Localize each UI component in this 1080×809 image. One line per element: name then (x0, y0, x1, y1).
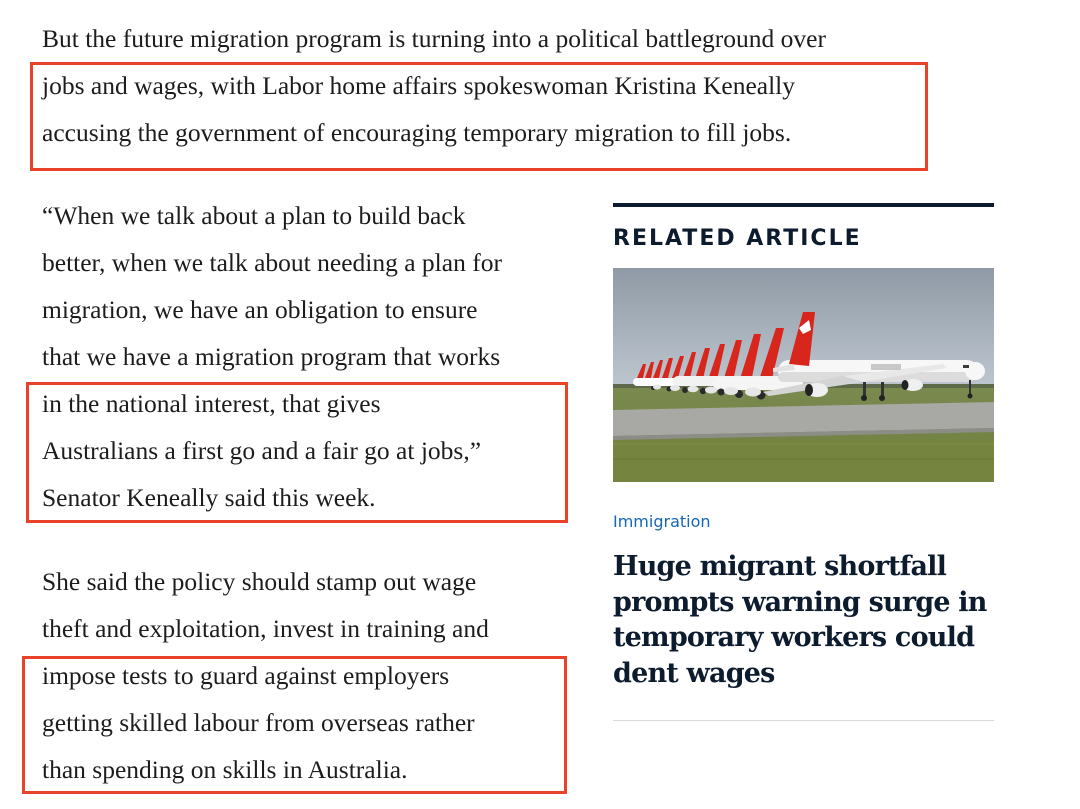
text-line: jobs and wages, with Labor home affairs spokeswoman Kristina Keneally (42, 71, 796, 100)
headline-line: Huge migrant shortfall (613, 551, 947, 582)
related-article-card (613, 203, 994, 721)
text-line: in the national interest, that gives (42, 389, 381, 418)
divider (613, 203, 994, 207)
text-line: Australians a first go and a fair go at jobs,” (42, 436, 482, 465)
text-line: Senator Keneally said this week. (42, 483, 376, 512)
text-line: than spending on skills in Australia. (42, 755, 408, 784)
text-line: She said the policy should stamp out wage (42, 567, 477, 596)
category-link[interactable]: Immigration (613, 512, 711, 531)
related-article-headline-link[interactable] (613, 549, 994, 691)
text-line: migration, we have an obligation to ensure (42, 295, 478, 324)
paragraph-3 (42, 558, 489, 793)
text-line: that we have a migration program that works (42, 342, 501, 371)
related-article-heading: RELATED ARTICLE (613, 226, 862, 251)
paragraph-1 (42, 15, 826, 156)
text-line: “When we talk about a plan to build back (42, 201, 466, 230)
text-line: impose tests to guard against employers (42, 661, 450, 690)
parked-planes-photo[interactable] (613, 268, 994, 482)
headline-line: temporary workers could (613, 622, 975, 653)
divider (613, 720, 994, 721)
text-line: accusing the government of encouraging temporary migration to fill jobs. (42, 118, 792, 147)
paragraph-2 (42, 192, 502, 521)
text-line: But the future migration program is turning into a political battleground over (42, 24, 826, 53)
headline-line: dent wages (613, 657, 775, 689)
headline-line: prompts warning surge in (613, 586, 987, 618)
text-line: theft and exploitation, invest in training and (42, 614, 489, 643)
text-line: better, when we talk about needing a plan for (42, 248, 502, 277)
text-line: getting skilled labour from overseas rather (42, 708, 475, 737)
